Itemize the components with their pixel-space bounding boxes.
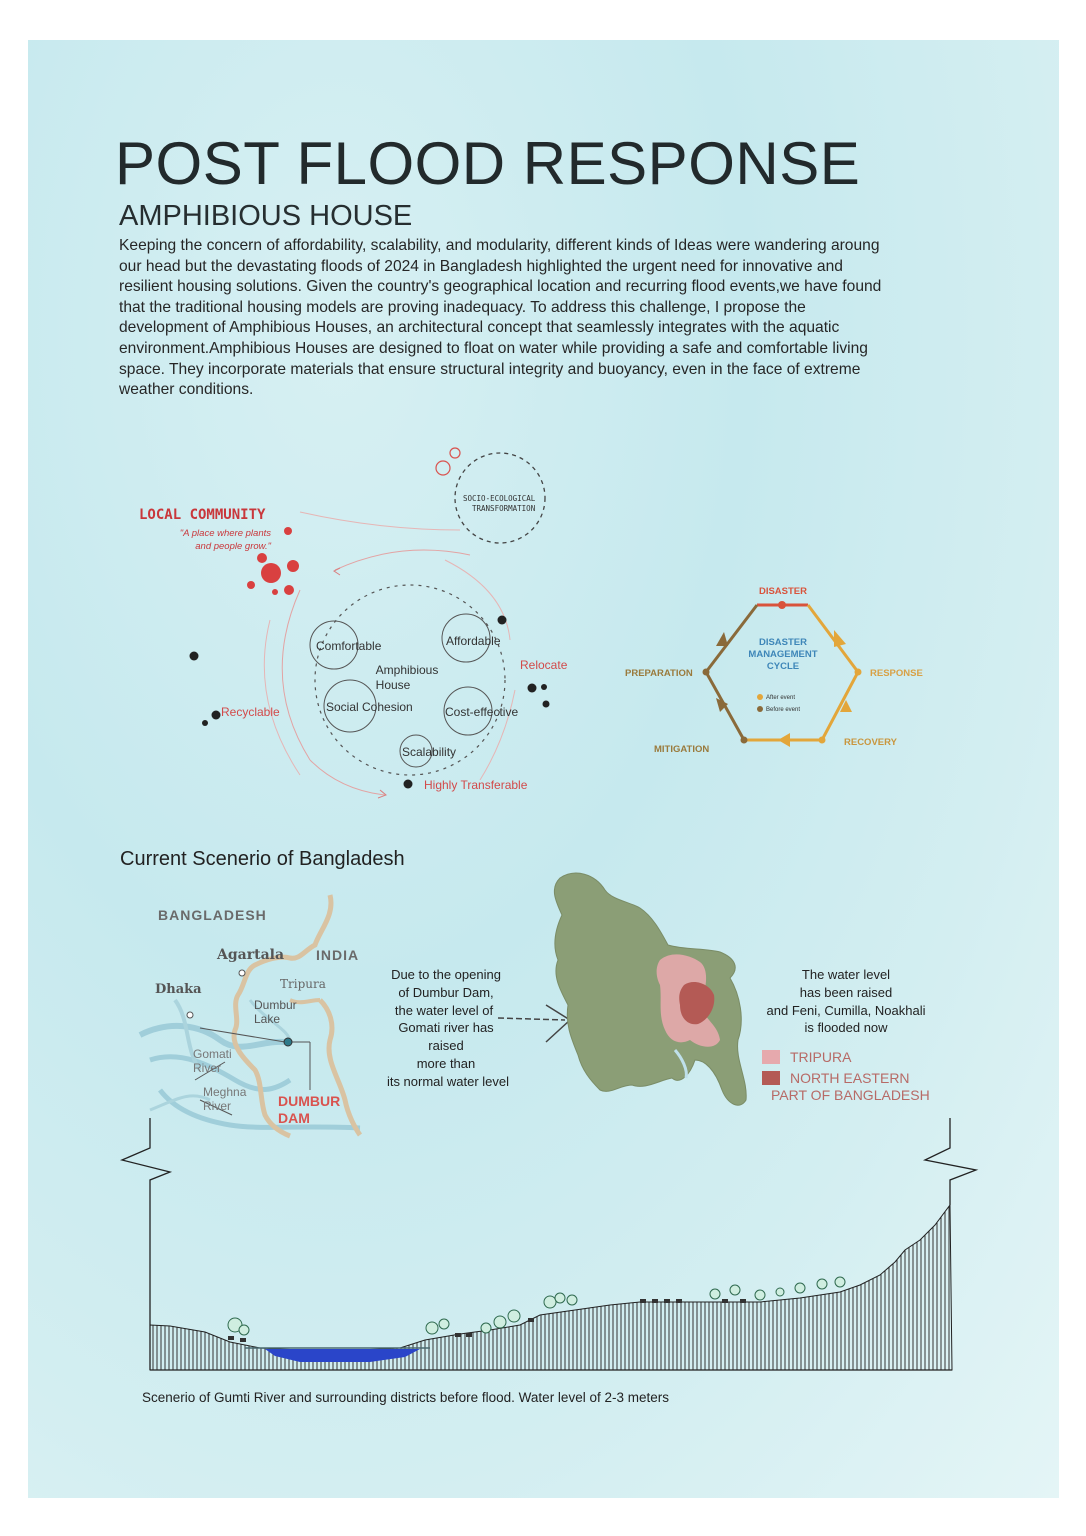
before-event-legend: Before event [766,707,801,713]
note-right-line: has been raised [799,985,893,1000]
map-label-dumbur-lake-1: Dumbur [254,998,297,1012]
note-left-line: more than [416,1056,476,1071]
note-left-line: Due to the opening [391,967,501,982]
map-label-gomati-1: Gomati [193,1047,232,1061]
scenario-heading: Current Scenerio of Bangladesh [120,848,405,870]
note-left-line: of Dumbur Dam, [398,985,494,1000]
legend-tripura-label: TRIPURA [790,1049,852,1065]
terrain-profile [150,1205,952,1370]
cycle-preparation-label: PREPARATION [625,668,693,679]
note-right-line: The water level [801,967,891,982]
note-left-line: its normal water level [386,1074,510,1089]
tagline-line-2: and people grow." [195,541,271,552]
cycle-recovery-label: RECOVERY [844,737,897,748]
local-community-label: LOCAL COMMUNITY [139,507,266,523]
tagline-line-1: "A place where plants [179,528,271,539]
cycle-title-3: CYCLE [766,661,800,672]
cycle-title-2: MANAGEMENT [748,649,818,660]
note-left-line: Gomati river has [398,1020,494,1035]
legend-ne-label-1: NORTH EASTERN [790,1070,910,1086]
map-label-dhaka: Dhaka [155,982,202,997]
cycle-disaster-label: DISASTER [758,586,808,597]
section-caption: Scenerio of Gumti River and surrounding districts before flood. Water level of 2-3 meters [142,1390,669,1405]
cost-effective-label: Cost-effective [445,705,519,719]
page-title: POST FLOOD RESPONSE [115,130,861,197]
map-label-bangladesh: BANGLADESH [158,907,267,923]
comfortable-label: Comfortable [316,639,382,653]
socio-label-2: TRANSFORMATION [472,504,536,513]
note-left-line: the water level of [394,1003,494,1018]
note-right-line: and Feni, Cumilla, Noakhali [766,1003,926,1018]
map-label-meghna-1: Meghna [203,1085,247,1099]
map-label-agartala: Agartala [217,947,285,963]
relocate-label: Relocate [520,658,568,672]
center-label-2: House [375,678,411,692]
social-cohesion-label: Social Cohesion [326,700,413,714]
cycle-title-1: DISASTER [758,637,808,648]
socio-label-1: SOCIO-ECOLOGICAL [463,494,536,503]
affordable-label: Affordable [446,634,501,648]
map-label-dumbur-lake-2: Lake [254,1012,281,1026]
page-subtitle: AMPHIBIOUS HOUSE [119,200,413,232]
map-label-meghna-2: River [203,1099,232,1113]
scalability-label: Scalability [402,745,457,759]
note-right-line: is flooded now [804,1020,888,1035]
map-label-dam-2: DAM [278,1110,310,1126]
note-left-line: raised [428,1038,464,1053]
cycle-response-label: RESPONSE [870,668,923,679]
map-label-india: INDIA [316,947,360,963]
highly-transferable-label: Highly Transferable [424,778,528,792]
intro-paragraph: Keeping the concern of affordability, scalability, and modularity, different kinds of Ideas were wandering aroung our head but the devastating floods of 2024 in Bangladesh highlighted the urgent need for innovative and resilient housing solutions. Given the country's geographical location and recurring flood events,we have found that the traditional housing models are proving inadequacy. To address this challenge, I propose the development of Amphibious Houses, an architectural concept that seamlessly integrates with the aquatic environment.Amphibious Houses are designed to float on water while providing a safe and comfortable living space. They incorporate materials that ensure structural integrity and buoyancy, even in the face of extreme weather conditions. [119,237,882,399]
recyclable-label: Recyclable [221,705,280,719]
cycle-mitigation-label: MITIGATION [654,744,710,755]
legend-ne-label-2: PART OF BANGLADESH [771,1087,930,1103]
after-event-legend: After event [766,695,796,701]
map-label-dam-1: DUMBUR [278,1093,341,1109]
center-label-1: Amphibious [375,663,439,677]
map-label-gomati-2: River [193,1061,222,1075]
map-label-tripura: Tripura [280,977,326,991]
